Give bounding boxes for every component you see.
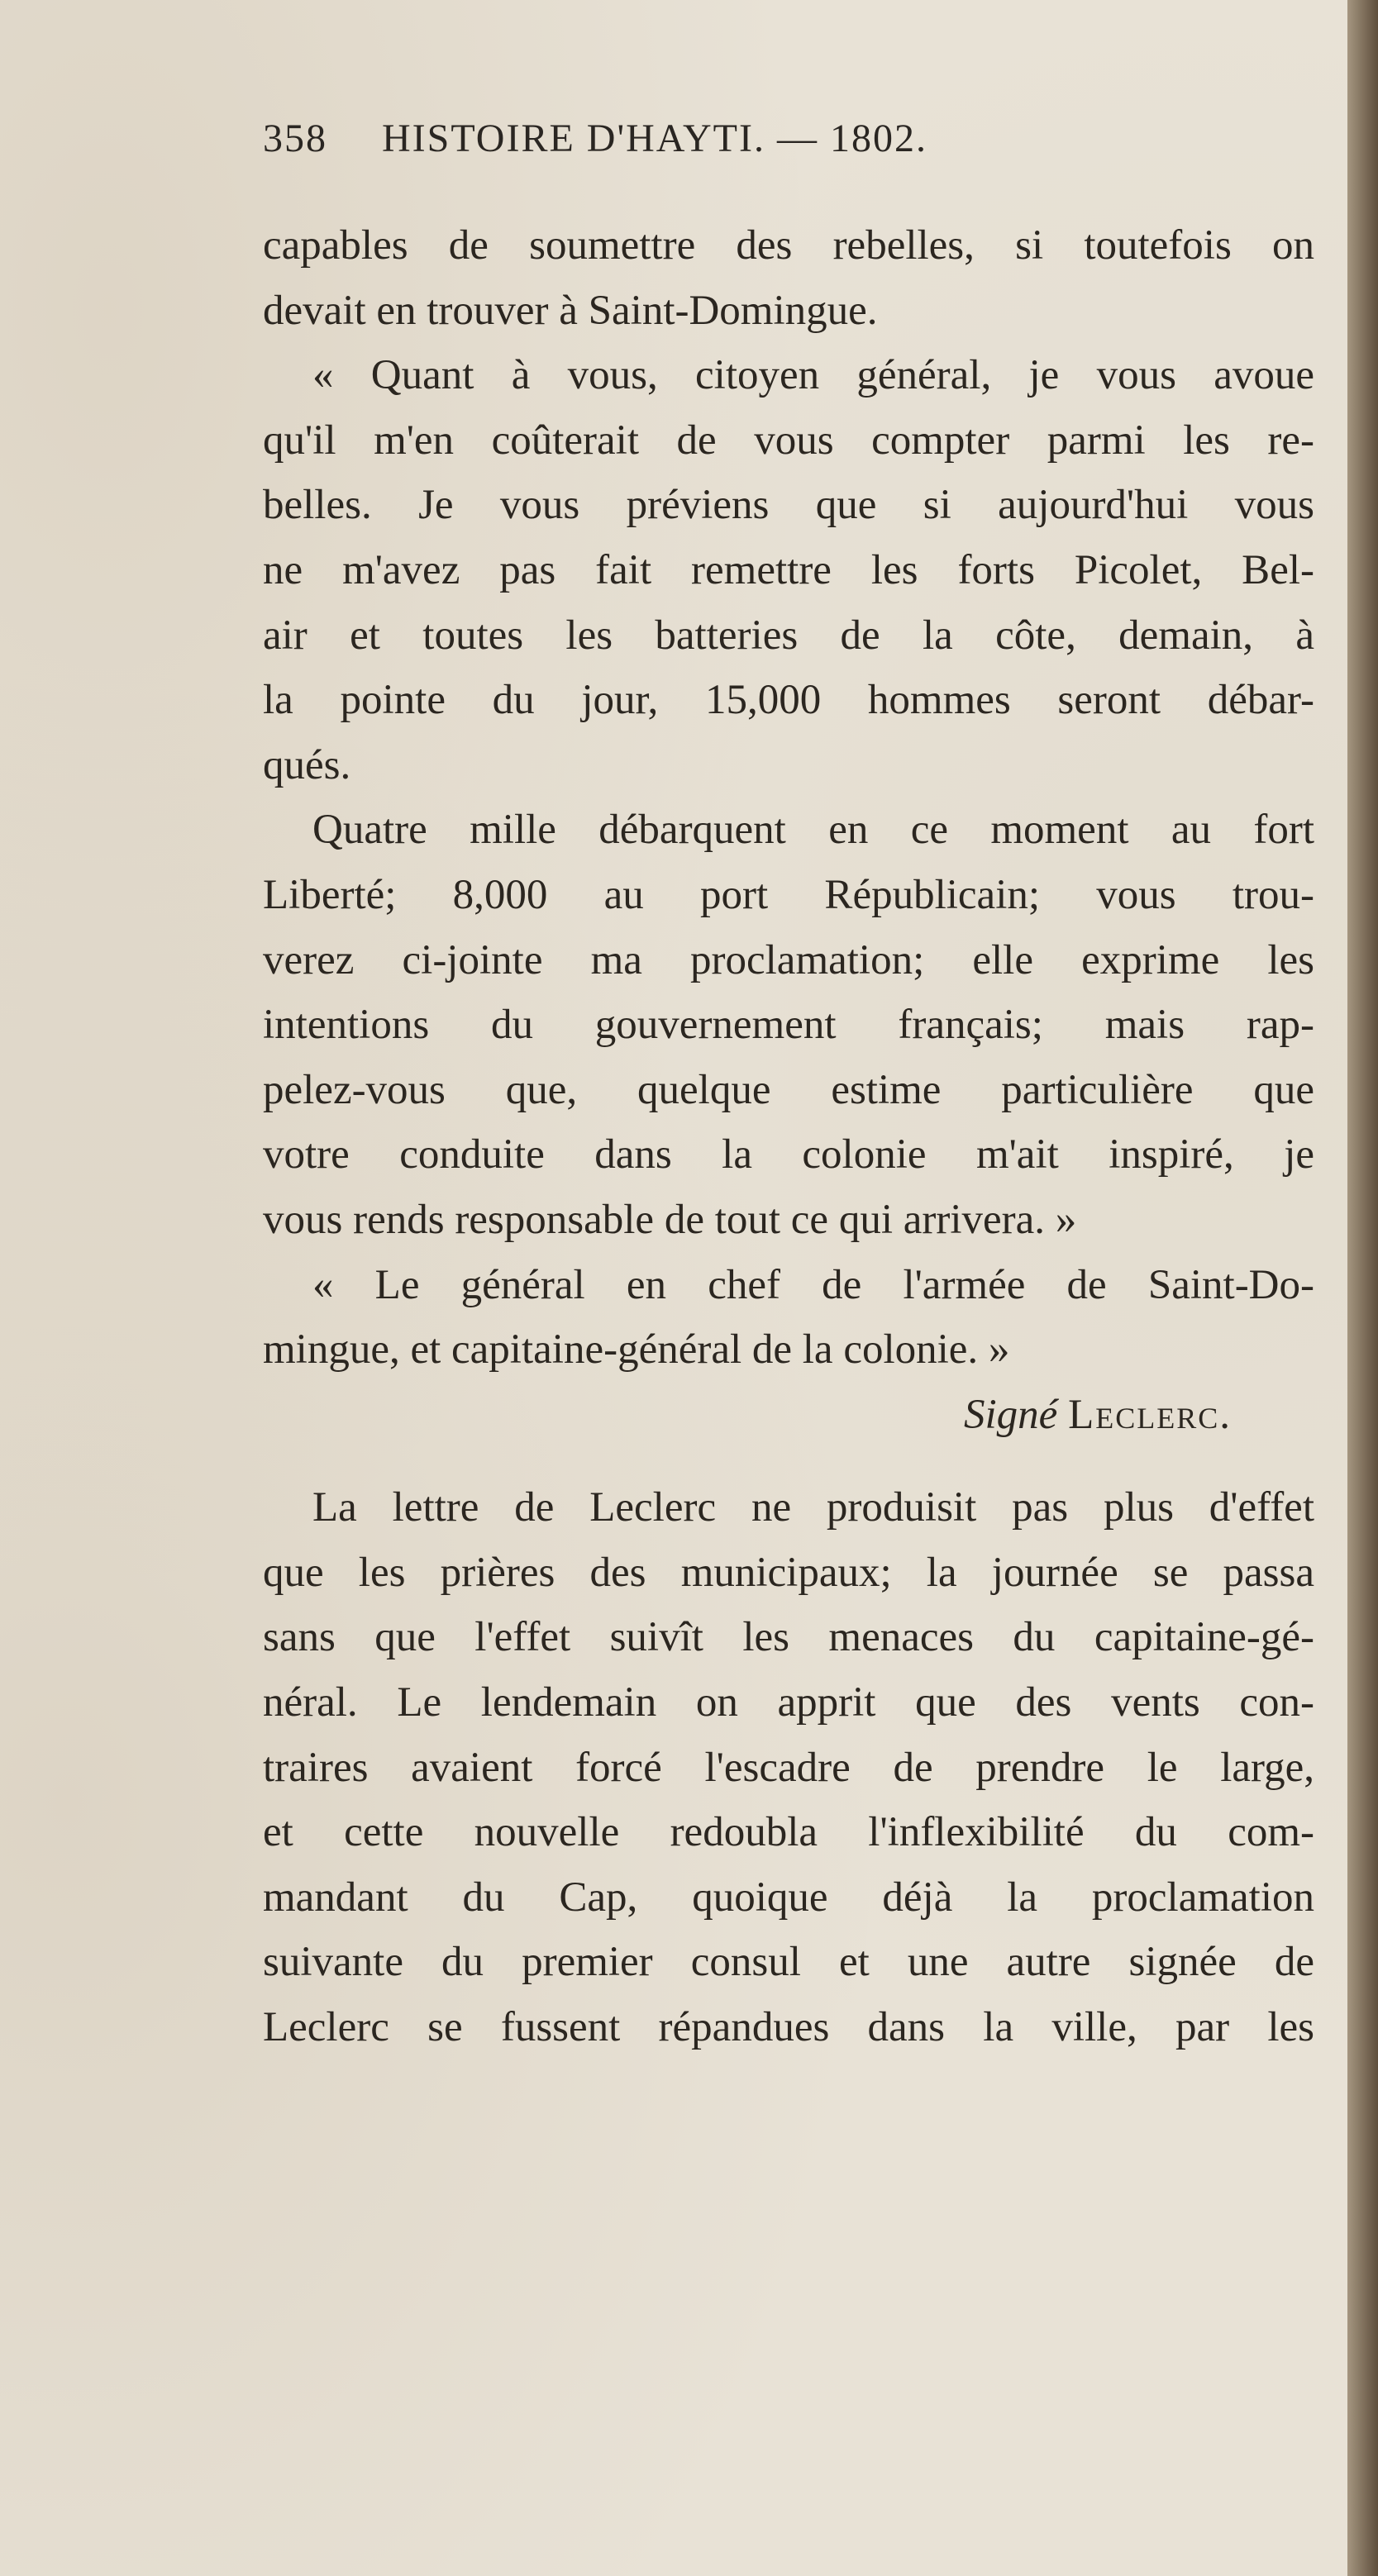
text-line: « Le général en chef de l'armée de Saint-Do- [312, 1261, 1314, 1308]
text-line: néral. Le lendemain on apprit que des vents con- [263, 1679, 1314, 1726]
text-line: Liberté; 8,000 au port Républicain; vous trou- [263, 871, 1314, 918]
text-line: traires avaient forcé l'escadre de prendre le large, [263, 1744, 1314, 1791]
text-line: qu'il m'en coûterait de vous compter parmi les re- [263, 417, 1314, 464]
text-line: la pointe du jour, 15,000 hommes seront débar- [263, 677, 1314, 724]
paragraph-narrative [263, 1475, 1314, 2059]
text-line: devait en trouver à Saint-Domingue. [263, 287, 878, 334]
text-line: votre conduite dans la colonie m'ait inspiré, je [263, 1131, 1314, 1178]
text-line: « Quant à vous, citoyen général, je vous avoue [312, 352, 1314, 399]
page-edge [1347, 0, 1378, 2576]
running-head [263, 116, 1164, 182]
text-line: Leclerc se fussent répandues dans la ville, par les [263, 2004, 1314, 2051]
text-line: mingue, et capitaine-général de la colonie. » [263, 1326, 1010, 1374]
paragraph-closing [263, 1253, 1314, 1383]
paragraph-continuation [263, 213, 1314, 343]
text-line: capables de soumettre des rebelles, si toutefois on [263, 222, 1314, 269]
signature [263, 1383, 1314, 1448]
page-number: 358 [263, 117, 327, 160]
running-title: HISTOIRE D'HAYTI. — 1802. [382, 117, 927, 160]
text-line: verez ci-jointe ma proclamation; elle exprime les [263, 936, 1314, 983]
paragraph-letter-quote [263, 343, 1314, 798]
text-line: qués. [263, 741, 351, 788]
text-line: belles. Je vous préviens que si aujourd'hui vous [263, 482, 1314, 529]
text-line: vous rends responsable de tout ce qui arrivera. » [263, 1196, 1077, 1243]
text-line: intentions du gouvernement français; mais rap- [263, 1002, 1314, 1049]
text-line: Quatre mille débarquent en ce moment au fort [312, 807, 1314, 854]
paragraph-letter-continued [263, 798, 1314, 1252]
text-line: ne m'avez pas fait remettre les forts Picolet, Bel- [263, 546, 1314, 593]
signature-name: Leclerc. [1068, 1391, 1232, 1438]
text-line: sans que l'effet suivît les menaces du capitaine-gé- [263, 1614, 1314, 1661]
text-line: La lettre de Leclerc ne produisit pas plus d'effet [312, 1484, 1314, 1531]
body-text [263, 213, 1314, 2060]
text-line: air et toutes les batteries de la côte, demain, à [263, 612, 1314, 659]
signature-label: Signé [964, 1391, 1058, 1438]
text-line: suivante du premier consul et une autre signée de [263, 1939, 1314, 1986]
text-line: mandant du Cap, quoique déjà la proclamation [263, 1874, 1314, 1921]
text-line: que les prières des municipaux; la journée se passa [263, 1549, 1314, 1596]
text-line: pelez-vous que, quelque estime particulière que [263, 1066, 1314, 1113]
text-line: et cette nouvelle redoubla l'inflexibilité du com- [263, 1809, 1314, 1856]
